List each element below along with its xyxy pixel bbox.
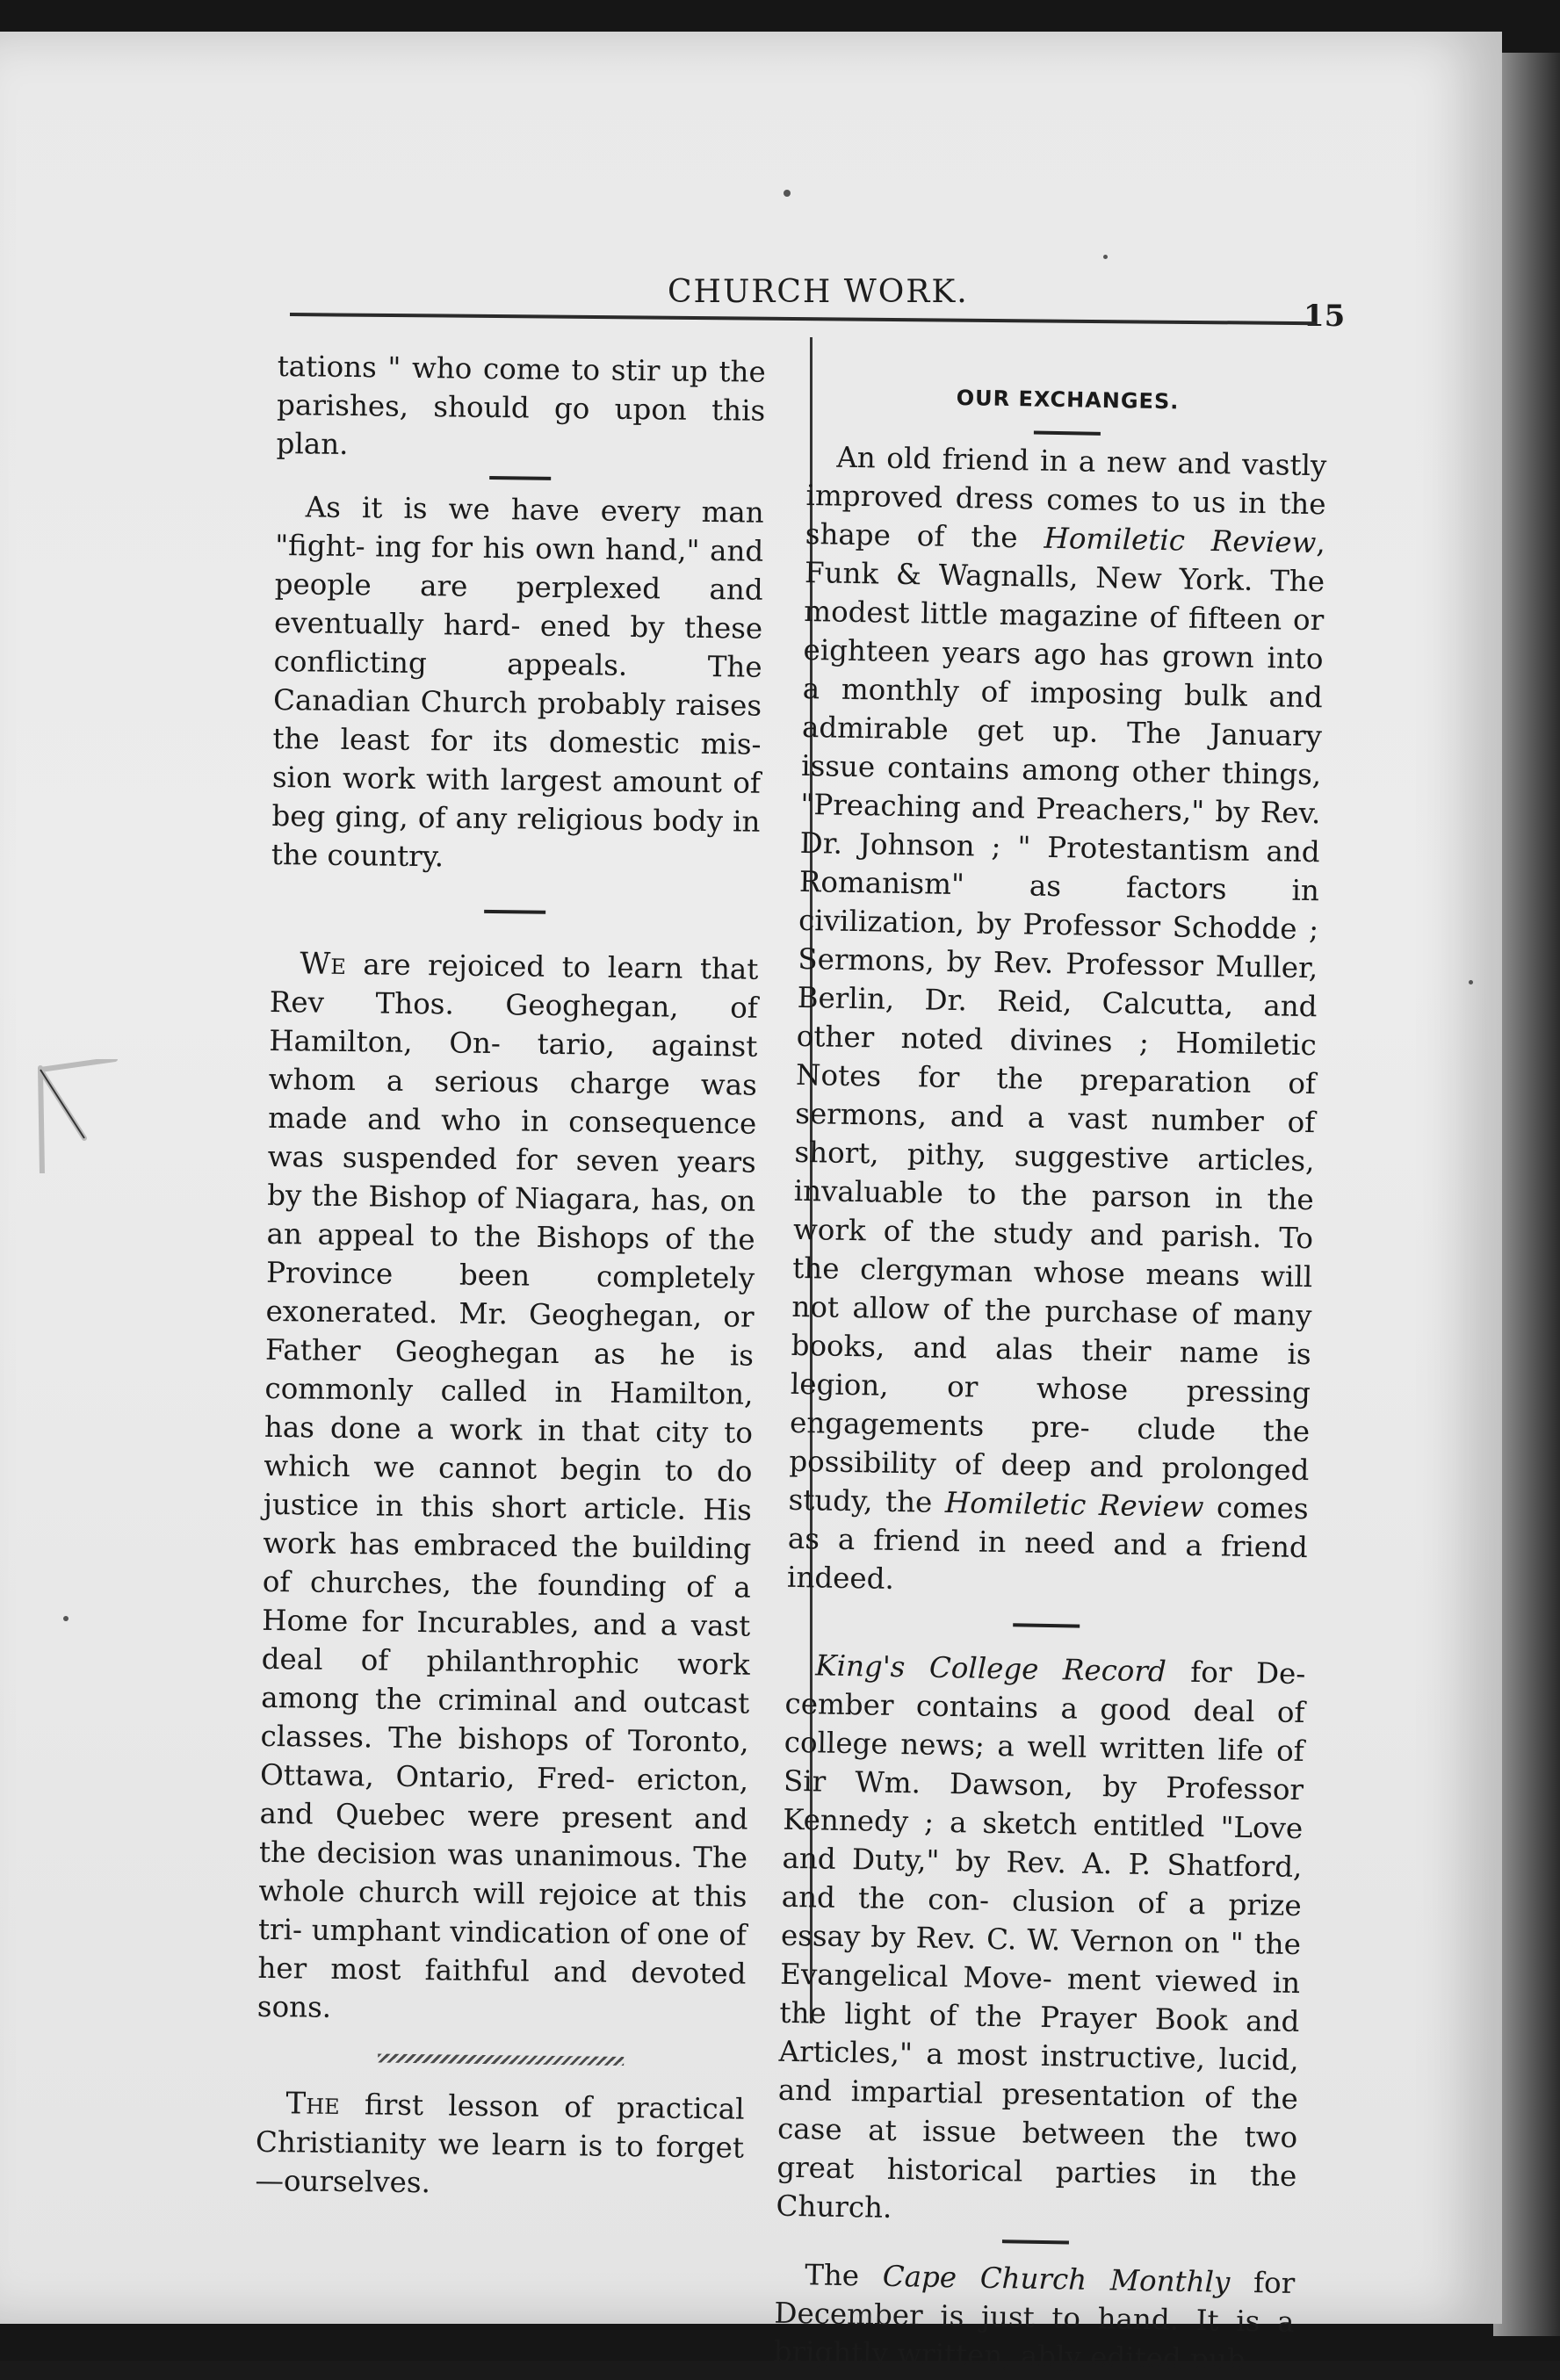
paragraph: As it is we have every man "fight- ing for his own hand," and people are perplexed and eventually hard- ened by these conflicting appeals. The Canadian Church probably raises the least for its domestic mis- sion work with largest amount of beg ging, of any religious body in the country. (271, 490, 764, 874)
paragraph-lead: We (300, 946, 347, 983)
section-rule (1013, 1623, 1080, 1627)
paragraph-text: first lesson of practical Christianity we learn is to forget —ourselves. (255, 2088, 745, 2200)
publication-title: Homiletic Review (944, 1485, 1204, 1525)
paragraph (776, 1646, 1305, 2234)
left-column (255, 347, 766, 2206)
paragraph (787, 437, 1327, 1605)
paragraph-text: The (804, 2258, 884, 2293)
section-heading: OUR EXCHANGES. (956, 385, 1180, 415)
paragraph-text: for De- cember contains a good deal of college news; a well written life of Sir Wm. Dawson, by Professor Kennedy ; a sketch entitled "Love and Duty," by Rev. A. P. Shatford, and the con- clusion of a prize essay by Rev. C. W. Vernon on " the Evangelical Move- ment viewed in the light of the Prayer Book and Articles," a most instructive, lucid, and impartial presentation of the case at issue between the two great historical parties in the Church. (776, 1655, 1306, 2225)
margin-pencil-mark (32, 1059, 128, 1173)
paragraph: tations " who come to stir up the parishes, should go upon this plan. (276, 349, 766, 461)
section-rule (484, 910, 545, 914)
page-edge-shadow (1493, 53, 1560, 2336)
ornamental-rule (378, 2054, 624, 2066)
paragraph-text: , Funk & Wagnalls, New York. The modest little magazine of fifteen or eighteen years ago has grown into a monthly of imposing bulk and admirable get up. The January issue contains among other things, "Preaching and Preachers," by Rev. Dr. Johnson ; " Protestantism and Romanism" as factors in civilization, by Professor Schodde ; Sermons, by Rev. Professor Muller, Berlin, Dr. Reid, Calcutta, and other noted divines ; Homiletic Notes for the preparation of sermons, and a vast number of short, pithy, suggestive articles, invaluable to the parson in the work of the study and parish. To the clergyman whose means will not allow of the purchase of many books, and alas their name is legion, or whose pressing engagements pre- clude the possibility of deep and prolonged study, the (788, 526, 1326, 1519)
publication-title: Homiletic Review (1044, 521, 1317, 560)
section-rule (1034, 430, 1101, 435)
paragraph-text: An old friend in a new and vastly improved dress comes to us in the shape of the (805, 440, 1327, 555)
section-rule (1002, 2239, 1069, 2244)
paragraph (255, 2084, 745, 2206)
speck (63, 1616, 69, 1621)
paragraph (773, 2255, 1295, 2380)
publication-title: King's College Record (815, 1648, 1167, 1689)
paragraph-lead: The (285, 2086, 340, 2123)
publication-title: Cape Church Monthly (882, 2259, 1231, 2299)
running-title: CHURCH WORK. (668, 274, 969, 310)
paragraph-text: for December is just to hand. It is a brightly written, ably edited pub- (773, 2265, 1296, 2377)
paragraph-text: comes as a friend in need and a friend indeed. (786, 1490, 1309, 1596)
speck (1103, 255, 1108, 259)
section-rule (489, 476, 551, 480)
page-number: 15 (1304, 299, 1346, 334)
paragraph-text: are rejoiced to learn that Rev Thos. Geoghegan, of Hamilton, On- tario, against whom a serious charge was made and who in consequence was suspended for seven years by the Bishop of Niagara, has, on an appeal to the Bishops of the Province been completely exonerated. Mr. Geoghegan, or Father Geoghegan as he is commonly called in Hamilton, has done a work in that city to which we cannot begin to do justice in this short article. His work has embraced the building of churches, the founding of a Home for Incurables, and a vast deal of philanthrophic work among the criminal and outcast classes. The bishops of Toronto, Ottawa, Ontario, Fred- ericton, and Quebec were present and the decision was unanimous. The whole church will rejoice at this tri- umphant vindication of one of her most faithful and devoted sons. (256, 948, 759, 2024)
speck (1469, 980, 1473, 984)
right-column (773, 376, 1328, 2380)
speck (784, 190, 791, 197)
paragraph (257, 944, 759, 2032)
